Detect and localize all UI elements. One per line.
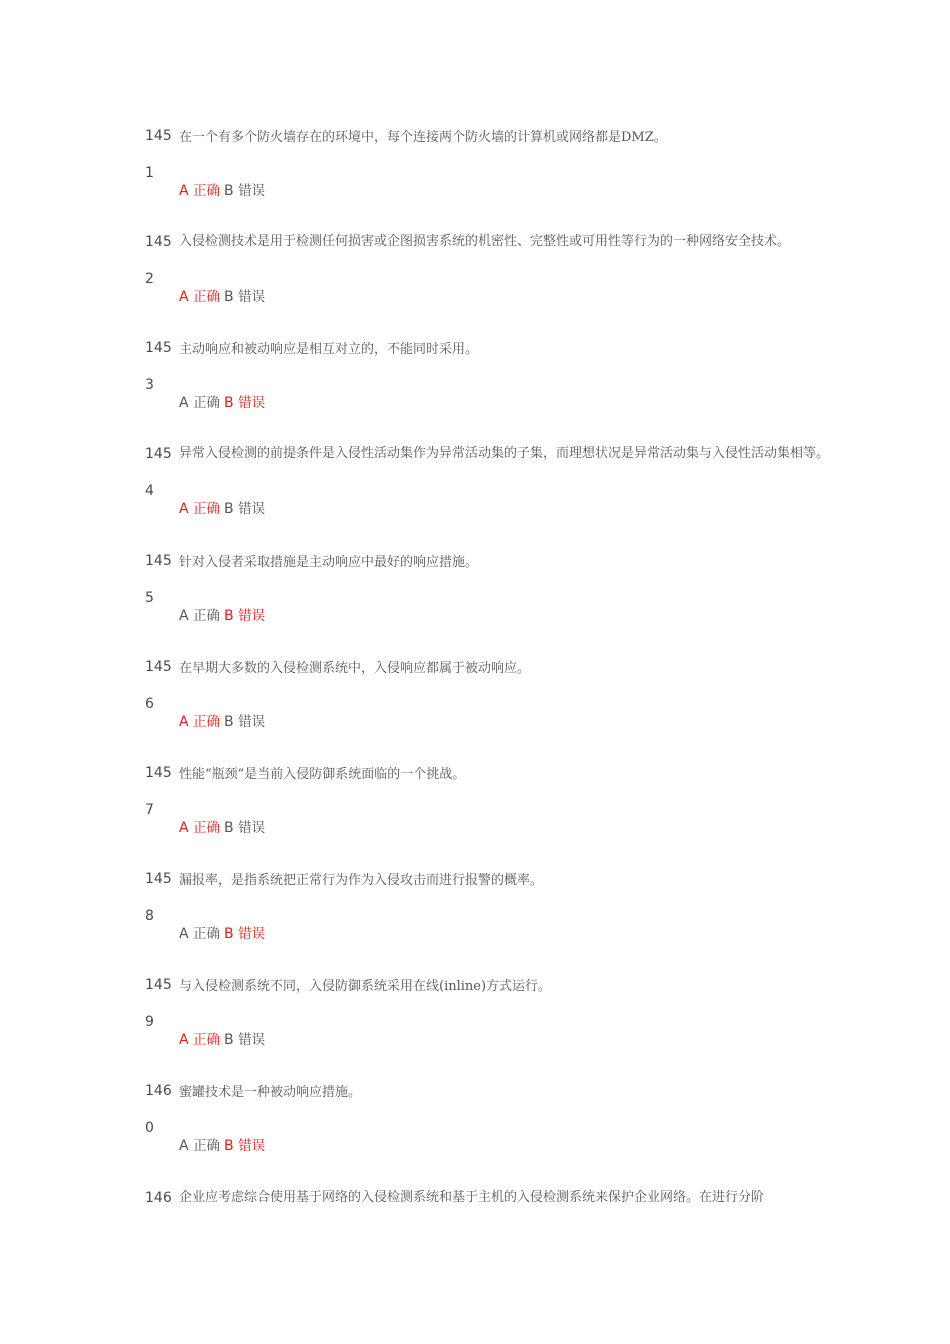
option-a: A 正确 (179, 1138, 221, 1154)
question-1455 (145, 543, 845, 643)
option-a: A 正确 (179, 289, 221, 305)
answer-options (179, 1030, 265, 1050)
answer-options (179, 712, 265, 732)
question-number: 1457 (145, 765, 172, 818)
option-b: B 错误 (224, 289, 266, 305)
question-text: 针对入侵者采取措施是主动响应中最好的响应措施。 (179, 555, 479, 570)
option-a: A 正确 (179, 820, 221, 836)
question-number: 1459 (145, 977, 172, 1030)
option-b: B 错误 (224, 501, 266, 517)
option-a: A 正确 (179, 183, 221, 199)
option-b: B 错误 (224, 1138, 266, 1154)
option-b: B 错误 (224, 183, 266, 199)
answer-options (179, 287, 265, 307)
option-a: A 正确 (179, 926, 221, 942)
question-number: 1458 (145, 871, 172, 924)
option-b: B 错误 (224, 608, 266, 624)
question-number: 1451 (145, 128, 172, 181)
option-b: B 错误 (224, 714, 266, 730)
option-a: A 正确 (179, 608, 221, 624)
question-text: 异常入侵检测的前提条件是入侵性活动集作为异常活动集的子集，而理想状况是异常活动集与入侵性活动集相等。 (179, 446, 830, 461)
question-146x (145, 1180, 845, 1220)
answer-options (179, 924, 265, 944)
answer-options (179, 181, 265, 201)
question-1458 (145, 861, 845, 961)
answer-options (179, 606, 265, 626)
question-text: 漏报率，是指系统把正常行为作为入侵攻击而进行报警的概率。 (179, 873, 544, 888)
option-a: A 正确 (179, 395, 221, 411)
question-number: 1452 (145, 234, 172, 287)
option-b: B 错误 (224, 926, 266, 942)
question-number: 1453 (145, 340, 172, 393)
answer-options (179, 1136, 265, 1156)
question-text: 主动响应和被动响应是相互对立的，不能同时采用。 (179, 342, 479, 357)
option-a: A 正确 (179, 714, 221, 730)
question-1457 (145, 755, 845, 855)
question-1459 (145, 967, 845, 1067)
option-b: B 错误 (224, 1032, 266, 1048)
question-number: 1460 (145, 1083, 172, 1136)
question-text: 在早期大多数的入侵检测系统中，入侵响应都属于被动响应。 (179, 661, 531, 676)
option-b: B 错误 (224, 820, 266, 836)
question-number: 1454 (145, 446, 172, 499)
question-text: 蜜罐技术是一种被动响应措施。 (179, 1085, 362, 1100)
question-1451 (145, 118, 845, 218)
option-a: A 正确 (179, 501, 221, 517)
answer-options (179, 499, 265, 519)
answer-options (179, 393, 265, 413)
question-text: 性能“瓶颈”是当前入侵防御系统面临的一个挑战。 (179, 767, 466, 782)
option-a: A 正确 (179, 1032, 221, 1048)
question-number: 146 (145, 1190, 172, 1206)
question-1456 (145, 649, 845, 749)
question-1453 (145, 330, 845, 430)
question-number: 1455 (145, 553, 172, 606)
question-1460 (145, 1073, 845, 1173)
answer-options (179, 818, 265, 838)
question-text: 企业应考虑综合使用基于网络的入侵检测系统和基于主机的入侵检测系统来保护企业网络。在进行分阶 (179, 1190, 765, 1205)
question-text: 与入侵检测系统不同，入侵防御系统采用在线(inline)方式运行。 (179, 979, 552, 994)
option-b: B 错误 (224, 395, 266, 411)
question-1454 (145, 436, 845, 536)
question-text: 在一个有多个防火墙存在的环境中，每个连接两个防火墙的计算机或网络都是DMZ。 (179, 130, 667, 145)
question-text: 入侵检测技术是用于检测任何损害或企图损害系统的机密性、完整性或可用性等行为的一种网络安全技术。 (179, 234, 791, 249)
question-number: 1456 (145, 659, 172, 712)
question-1452 (145, 224, 845, 324)
